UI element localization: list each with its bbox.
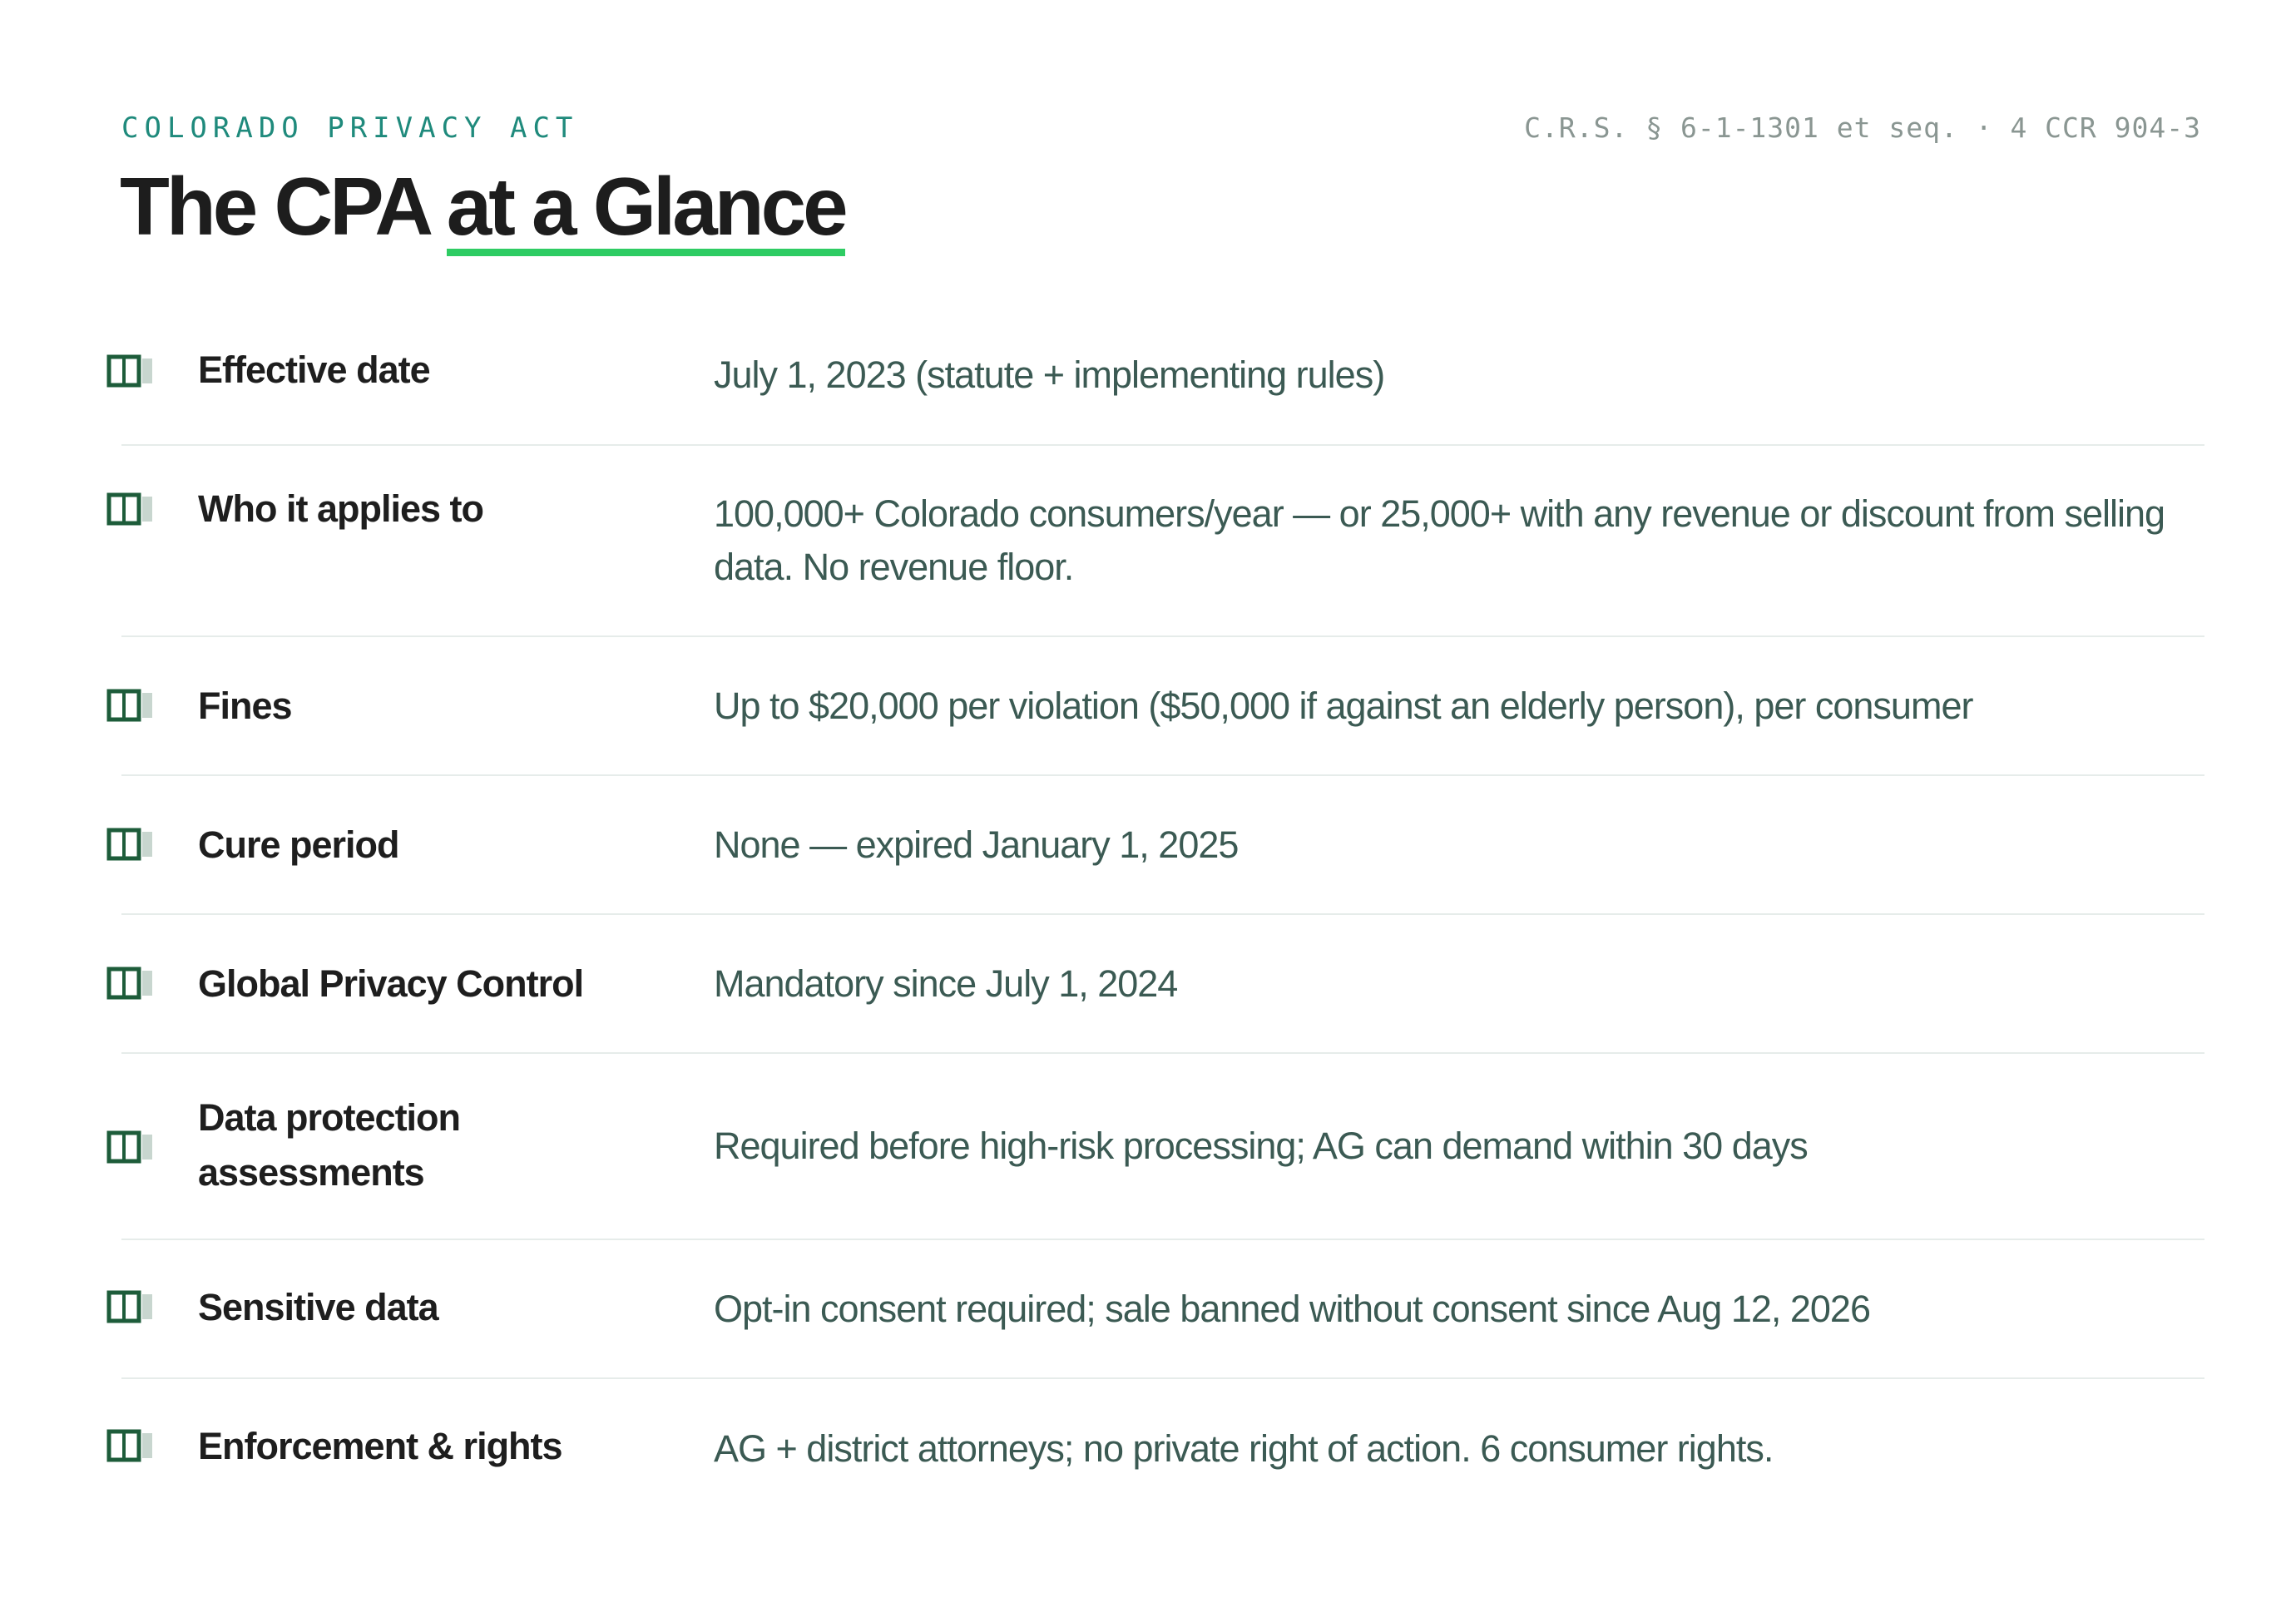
table-row [121,1379,2204,1519]
table-row [121,306,2204,446]
row-label: Enforcement & rights [198,1425,562,1467]
row-label: Fines [198,685,292,727]
book-icon [106,1290,155,1323]
table-row [121,1054,2204,1240]
book-icon [106,828,155,861]
book-icon [106,967,155,1000]
row-value: None — expired January 1, 2025 [714,823,1239,866]
statute-citation: C.R.S. § 6-1-1301 et seq. · 4 CCR 904-3 [1524,111,2201,144]
row-value: Opt-in consent required; sale banned without consent since Aug 12, 2026 [714,1287,1870,1330]
row-label: Data protection assessments [198,1096,461,1194]
book-icon [106,689,155,722]
table-row [121,637,2204,776]
row-value: AG + district attorneys; no private right of action. 6 consumer rights. [714,1427,1774,1470]
book-icon [106,1130,155,1164]
page-title [120,156,845,256]
row-label: Cure period [198,823,399,866]
row-label: Who it applies to [198,487,483,530]
row-label: Sensitive data [198,1286,438,1328]
row-label: Effective date [198,349,430,391]
table-row [121,446,2204,637]
row-label: Global Privacy Control [198,962,584,1005]
table-row [121,915,2204,1054]
row-value: July 1, 2023 (statute + implementing rules) [714,354,1385,396]
table-row [121,1240,2204,1379]
row-value: Up to $20,000 per violation ($50,000 if against an elderly person), per consumer [714,684,1973,727]
table-row [121,776,2204,915]
row-value: 100,000+ Colorado consumers/year — or 25,000+ with any revenue or discount from selling data. No revenue floor. [714,492,2165,588]
book-icon [106,492,155,526]
book-icon [106,1429,155,1462]
title-accent: at a Glance [447,166,845,256]
row-value: Required before high-risk processing; AG can demand within 30 days [714,1125,1808,1167]
row-value: Mandatory since July 1, 2024 [714,962,1178,1005]
eyebrow-label: COLORADO PRIVACY ACT [121,111,579,145]
glance-table [0,306,2296,1519]
title-prefix: The CPA [120,161,447,252]
book-icon [106,354,155,388]
